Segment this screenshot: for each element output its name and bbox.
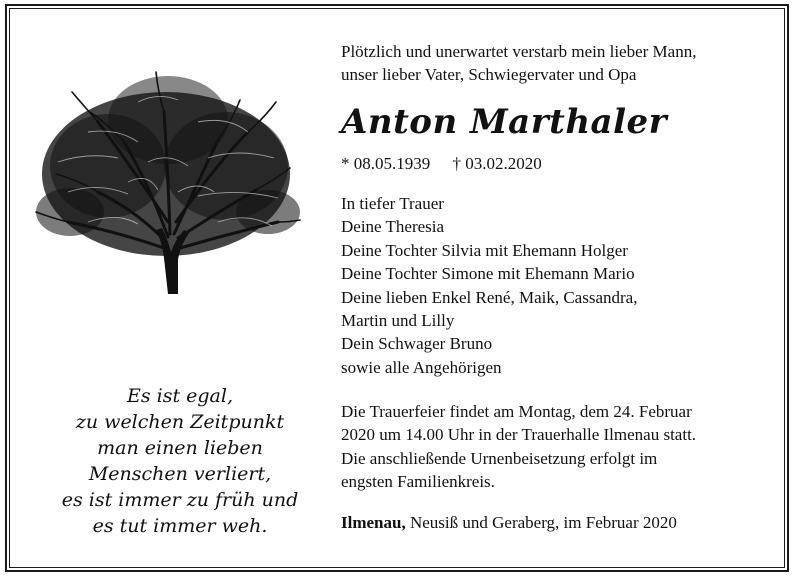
mourner-line: Dein Schwager Bruno bbox=[341, 334, 493, 354]
death-date: † 03.02.2020 bbox=[452, 154, 542, 173]
mourners-list bbox=[341, 192, 637, 379]
quote-line: es tut immer weh. bbox=[92, 515, 268, 537]
service-line: engsten Familienkreis. bbox=[341, 472, 495, 492]
intro-text bbox=[341, 40, 791, 86]
service-info bbox=[341, 400, 696, 494]
mourner-line: Deine lieben Enkel René, Maik, Cassandra, bbox=[341, 287, 638, 307]
service-line: Die Trauerfeier findet am Montag, dem 24. Februar bbox=[341, 402, 692, 421]
place-rest: Neusiß und Geraberg, im Februar 2020 bbox=[405, 513, 677, 532]
service-line: Die anschließende Urnenbeisetzung erfolgt im bbox=[341, 448, 658, 468]
intro-line: Plötzlich und unerwartet verstarb mein lieber Mann, bbox=[341, 42, 697, 61]
quote-line: zu welchen Zeitpunkt bbox=[75, 411, 285, 433]
quote-line: Menschen verliert, bbox=[88, 463, 272, 485]
deceased-name: Anton Marthaler bbox=[341, 102, 668, 142]
mourner-line: sowie alle Angehörigen bbox=[341, 357, 502, 377]
intro-line: unser lieber Vater, Schwiegervater und Opa bbox=[341, 65, 637, 84]
place-and-date bbox=[341, 513, 677, 533]
birth-date: * 08.05.1939 bbox=[341, 154, 431, 173]
mourner-line: Deine Tochter Simone mit Ehemann Mario bbox=[341, 264, 635, 284]
mourner-line: In tiefer Trauer bbox=[341, 194, 444, 213]
service-line: 2020 um 14.00 Uhr in der Trauerhalle Ilmenau statt. bbox=[341, 425, 697, 445]
quote-line: Es ist egal, bbox=[126, 385, 233, 407]
mourner-line: Deine Tochter Silvia mit Ehemann Holger bbox=[341, 240, 628, 260]
mourner-line: Deine Theresia bbox=[341, 217, 445, 237]
quote-line: man einen lieben bbox=[97, 437, 263, 459]
quote-line: es ist immer zu früh und bbox=[61, 489, 299, 511]
tree-icon bbox=[28, 62, 304, 294]
memorial-quote bbox=[30, 383, 330, 539]
place-city: Ilmenau, bbox=[341, 513, 406, 532]
life-dates bbox=[341, 154, 560, 174]
mourner-line: Martin und Lilly bbox=[341, 311, 455, 331]
